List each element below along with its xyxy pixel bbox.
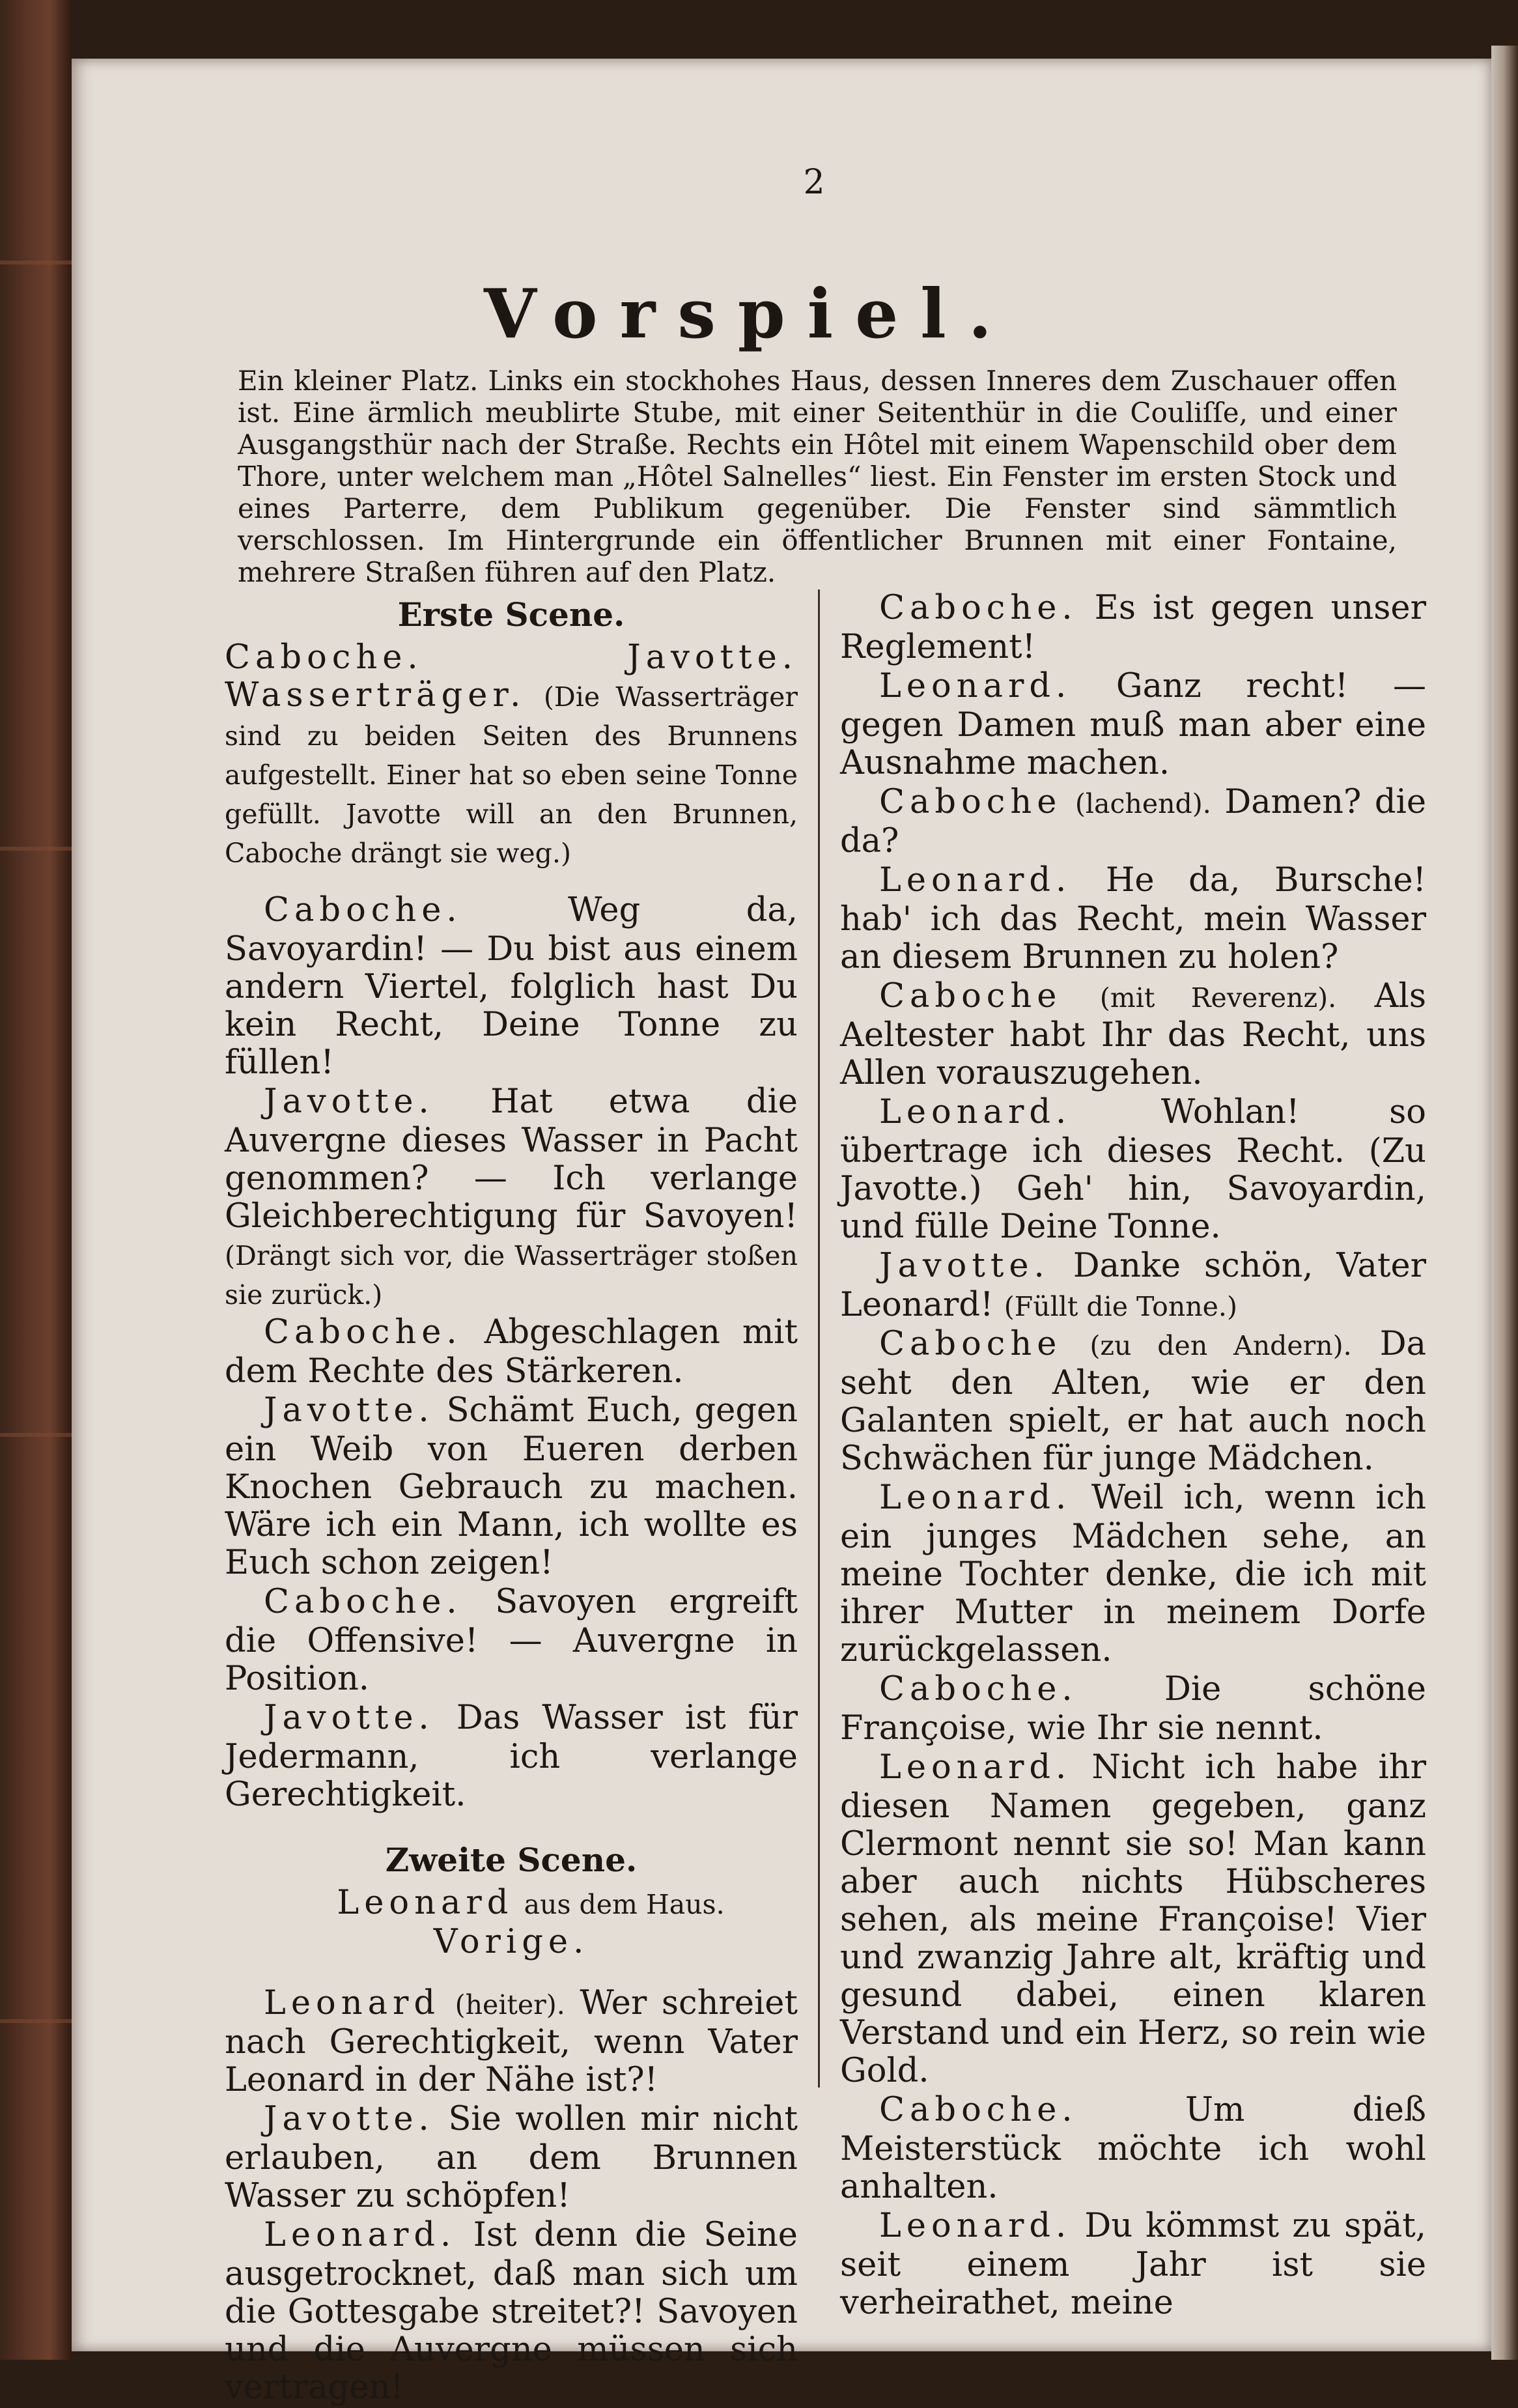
- speaker-name: Leonard: [264, 1984, 441, 2022]
- dialogue-text: Weil ich, wenn ich ein junges Mädchen sehe, an meine Tochter denke, die ich mit ihrer Mutter in meinem Dorfe zurückgelassen.: [840, 1479, 1426, 1669]
- dialogue-line: [840, 1325, 1426, 1479]
- dialogue-list: [225, 1985, 798, 2408]
- dialogue-line: [225, 892, 798, 1083]
- dialogue-line: [225, 1699, 798, 1815]
- dialogue-text: Wer schreiet nach Gerechtigkeit, wenn Vater Leonard in der Nähe ist?!: [225, 1984, 798, 2099]
- dialogue-line: [840, 1247, 1426, 1325]
- dialogue-list: [840, 589, 1426, 2323]
- speaker-name: Leonard.: [879, 2207, 1072, 2245]
- scene-cast: [225, 1884, 798, 1961]
- dialogue-text: He da, Bursche! hab' ich das Recht, mein Wasser an diesem Brunnen zu holen?: [840, 861, 1426, 976]
- speaker-name: Javotte.: [264, 1391, 434, 1430]
- speaker-name: Caboche.: [264, 1583, 462, 1621]
- dialogue-line: [840, 2091, 1426, 2207]
- dialogue-text: Das Wasser ist für Jedermann, ich verlange Gerechtigkeit.: [225, 1699, 798, 1814]
- dialogue-list: [225, 892, 798, 1815]
- dialogue-text: Schämt Euch, gegen ein Weib von Eueren derben Knochen Gebrauch zu machen. Wäre ich ein Mann, ich wollte es Euch schon zeigen!: [225, 1391, 798, 1582]
- cast-rest: Vorige.: [433, 1923, 589, 1961]
- binding-rib: [0, 1433, 72, 1437]
- scene-cast: [225, 639, 798, 872]
- speaker-name: Caboche: [879, 1325, 1062, 1363]
- dialogue-line: [225, 2101, 798, 2217]
- dialogue-line: [840, 1479, 1426, 1671]
- binding-rib: [0, 2019, 72, 2023]
- scene-title: Erste Scene.: [397, 595, 625, 634]
- speaker-name: Leonard.: [264, 2216, 457, 2254]
- scene-title: Zweite Scene.: [385, 1841, 638, 1879]
- book-binding: [0, 0, 72, 2360]
- speaker-name: Leonard.: [879, 861, 1072, 899]
- cast-names: Caboche. Javotte. Wasserträger.: [225, 638, 798, 715]
- dialogue-text: Wohlan! so übertrage ich dieses Recht. (Zu Javotte.) Geh' hin, Savoyardin, und fülle Deine Tonne.: [840, 1093, 1426, 1246]
- page-title: Vorspiel.: [484, 274, 1014, 354]
- dialogue-text: Es ist gegen unser Reglement!: [840, 589, 1426, 666]
- speaker-name: Caboche: [879, 977, 1062, 1015]
- dialogue-text: Danke schön, Vater Leonard!: [840, 1247, 1426, 1324]
- dialogue-line: [225, 1392, 798, 1583]
- dialogue-text: Um dieß Meisterstück möchte ich wohl anhalten.: [840, 2091, 1427, 2206]
- dialogue-text: Die schöne Françoise, wie Ihr sie nennt.: [840, 1670, 1426, 1748]
- speaker-name: Caboche.: [879, 589, 1078, 627]
- speaker-name: Leonard.: [879, 1748, 1072, 1787]
- dialogue-line: [840, 862, 1426, 978]
- dialogue-text: Da seht den Alten, wie er den Galanten spielt, er hat auch noch Schwächen für junge Mädchen.: [840, 1325, 1427, 1478]
- left-column: [225, 589, 798, 2408]
- stage-direction-trailing: (Füllt die Tonne.): [1004, 1291, 1237, 1322]
- dialogue-line: [840, 1749, 1426, 2091]
- dialogue-text: Du kömmst zu spät, seit einem Jahr ist sie verheirathet, meine: [840, 2207, 1426, 2322]
- speaker-name: Caboche.: [264, 891, 462, 929]
- dialogue-text: Hat etwa die Auvergne dieses Wasser in Pacht genommen? — Ich verlange Gleichberechtigung für Savoyen!: [225, 1083, 798, 1236]
- column-divider: [818, 589, 820, 2088]
- dialogue-line: [840, 784, 1426, 862]
- speaker-name: Javotte.: [264, 2100, 434, 2138]
- dialogue-text: Weg da, Savoyardin! — Du bist aus einem andern Viertel, folglich hast Du kein Recht, Deine Tonne zu füllen!: [225, 891, 798, 1082]
- dialogue-text: Abgeschlagen mit dem Rechte des Stärkeren.: [225, 1313, 798, 1391]
- dialogue-text: Ist denn die Seine ausgetrocknet, daß man sich um die Gottesgabe streitet?! Savoyen und die Auvergne müssen sich vertragen!: [225, 2216, 798, 2407]
- cast-direction: (Die Wasserträger sind zu beiden Seiten des Brunnens aufgestellt. Einer hat so eben seine Tonne gefüllt. Javotte will an den Brunnen, Caboche drängt sie weg.): [225, 681, 798, 869]
- stage-direction-inline: (zu den Andern).: [1089, 1330, 1352, 1361]
- dialogue-line: [225, 1314, 798, 1392]
- speaker-name: Caboche.: [264, 1313, 462, 1352]
- speaker-name: Javotte.: [264, 1699, 434, 1737]
- dialogue-line: [840, 2207, 1426, 2323]
- speaker-name: Javotte.: [264, 1083, 434, 1121]
- stage-direction-inline: (mit Reverenz).: [1099, 982, 1337, 1013]
- dialogue-text: Savoyen ergreift die Offensive! — Auvergne in Position.: [225, 1583, 798, 1698]
- page-number: 2: [803, 163, 825, 202]
- cast-name: Leonard: [337, 1884, 514, 1922]
- speaker-name: Javotte.: [879, 1247, 1050, 1285]
- speaker-name: Leonard.: [879, 667, 1072, 705]
- cast-direction: aus dem Haus.: [524, 1889, 725, 1920]
- dialogue-line: [225, 2217, 798, 2408]
- dialogue-text: Als Aeltester habt Ihr das Recht, uns Allen vorauszugehen.: [840, 977, 1426, 1092]
- right-column: [840, 589, 1426, 2323]
- stage-direction-inline: (lachend).: [1075, 788, 1211, 819]
- speaker-name: Caboche.: [879, 2091, 1078, 2129]
- dialogue-line: [840, 1671, 1426, 1749]
- dialogue-line: [840, 978, 1426, 1094]
- dialogue-line: [840, 668, 1426, 784]
- dialogue-text: Damen? die da?: [840, 783, 1426, 860]
- dialogue-line: [225, 1583, 798, 1699]
- stage-direction: Ein kleiner Platz. Links ein stockhohes Haus, dessen Inneres dem Zuschauer offen ist. Eine ärmlich meublirte Stube, mit einer Seitenthür in die Couliſſe, und einer Ausgangsthür nach der Straße. Rechts ein Hôtel mit einem Wapenschild ober dem Thore, unter welchem man „Hôtel Salnelles“ liest. Ein Fenster im ersten Stock und eines Parterre, dem Publikum gegenüber. Die Fenster sind sämmtlich verschlossen. Im Hintergrunde ein öffentlicher Brunnen mit einer Fontaine, mehrere Straßen führen auf den Platz.: [238, 365, 1397, 588]
- dialogue-text: Sie wollen mir nicht erlauben, an dem Brunnen Wasser zu schöpfen!: [225, 2100, 798, 2215]
- speaker-name: Caboche.: [879, 1670, 1078, 1708]
- binding-rib: [0, 261, 72, 264]
- dialogue-line: [225, 1083, 798, 1314]
- dialogue-text: Ganz recht! — gegen Damen muß man aber eine Ausnahme machen.: [840, 667, 1426, 782]
- next-page-edge: [1491, 46, 1518, 2360]
- binding-rib: [0, 847, 72, 851]
- speaker-name: Leonard.: [879, 1479, 1072, 1517]
- dialogue-line: [840, 1094, 1426, 1247]
- stage-direction-trailing: (Drängt sich vor, die Wasserträger stoßen sie zurück.): [225, 1240, 798, 1310]
- dialogue-line: [225, 1985, 798, 2101]
- dialogue-text: Nicht ich habe ihr diesen Namen gegeben, ganz Clermont nennt sie so! Man kann aber auch nichts Hübscheres sehen, als meine Françoise! Vier und zwanzig Jahre alt, kräftig und gesund dabei, einen klaren Verstand und ein Herz, so rein wie Gold.: [840, 1748, 1427, 2090]
- speaker-name: Leonard.: [879, 1093, 1072, 1131]
- stage-direction-inline: (heiter).: [455, 1989, 565, 2020]
- speaker-name: Caboche: [879, 783, 1062, 821]
- dialogue-line: [840, 589, 1426, 668]
